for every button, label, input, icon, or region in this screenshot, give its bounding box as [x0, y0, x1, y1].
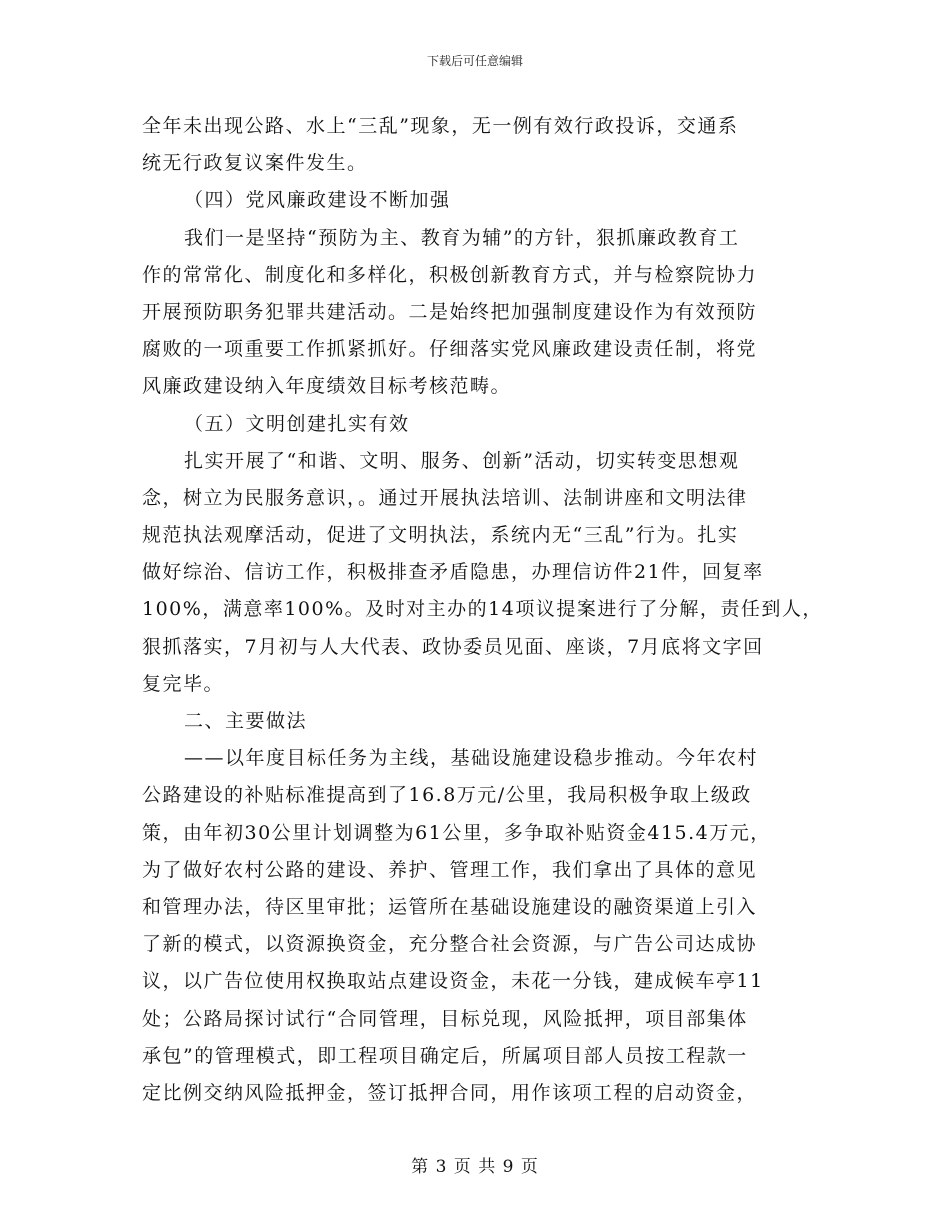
- text-line: ——以年度目标任务为主线，基础设施建设稳步推动。今年农村: [184, 747, 759, 770]
- text-line: 和管理办法，待区里审批；运管所在基础设施建设的融资渠道上引入: [142, 895, 758, 918]
- text-line: 承包”的管理模式，即工程项目确定后，所属项目部人员按工程款一: [142, 1044, 748, 1067]
- text-line: 100%，满意率100%。及时对主办的14项议提案进行了分解，责任到人，: [142, 598, 823, 621]
- text-line: 复完毕。: [142, 672, 225, 695]
- text-line: 了新的模式，以资源换资金，充分整合社会资源，与广告公司达成协: [142, 933, 758, 956]
- text-line: 统无行政复议案件发生。: [142, 152, 368, 175]
- page-header-note: 下载后可任意编辑: [426, 54, 523, 68]
- text-line: 策，由年初30公里计划调整为61公里，多争取补贴资金415.4万元，: [142, 821, 771, 844]
- text-line: 做好综治、信访工作，积极排查矛盾隐患，办理信访件21件，回复率: [142, 561, 764, 584]
- text-line: 开展预防职务犯罪共建活动。二是始终把加强制度建设作为有效预防: [142, 300, 758, 323]
- text-line: 规范执法观摩活动，促进了文明执法，系统内无“三乱”行为。扎实: [142, 524, 739, 547]
- text-line: 我们一是坚持“预防为主、教育为辅”的方针，狠抓廉政教育工: [184, 226, 740, 249]
- text-line: 狠抓落实，7月初与人大代表、政协委员见面、座谈，7月底将文字回: [142, 635, 764, 658]
- text-line: 腐败的一项重要工作抓紧抓好。仔细落实党风廉政建设责任制，将党: [142, 338, 758, 361]
- section-heading: 二、主要做法: [184, 710, 308, 732]
- text-line: 作的常常化、制度化和多样化，积极创新教育方式，并与检察院协力: [142, 263, 758, 286]
- page-number: 第 3 页 共 9 页: [411, 1157, 539, 1177]
- text-line: 扎实开展了“和谐、文明、服务、创新”活动，切实转变思想观: [184, 449, 740, 472]
- text-line: 为了做好农村公路的建设、养护、管理工作，我们拿出了具体的意见: [142, 858, 758, 881]
- document-body: [142, 108, 823, 1112]
- text-line: 风廉政建设纳入年度绩效目标考核范畴。: [142, 375, 512, 398]
- text-line: 全年未出现公路、水上“三乱”现象，无一例有效行政投诉，交通系: [142, 115, 739, 137]
- text-line: 处；公路局探讨试行“合同管理，目标兑现，风险抵押，项目部集体: [142, 1007, 748, 1030]
- section-heading: （四）党风廉政建设不断加强: [184, 189, 451, 212]
- text-line: 念，树立为民服务意识，。通过开展执法培训、法制讲座和文明法律: [142, 486, 748, 509]
- text-line: 公路建设的补贴标准提高到了16.8万元/公里，我局积极争取上级政: [142, 784, 752, 807]
- text-line: 议，以广告位使用权换取站点建设资金，未花一分钱，建成候车亭11: [142, 970, 764, 993]
- text-line: 定比例交纳风险抵押金，签订抵押合同，用作该项工程的启动资金，: [142, 1081, 758, 1104]
- section-heading: （五）文明创建扎实有效: [184, 412, 410, 435]
